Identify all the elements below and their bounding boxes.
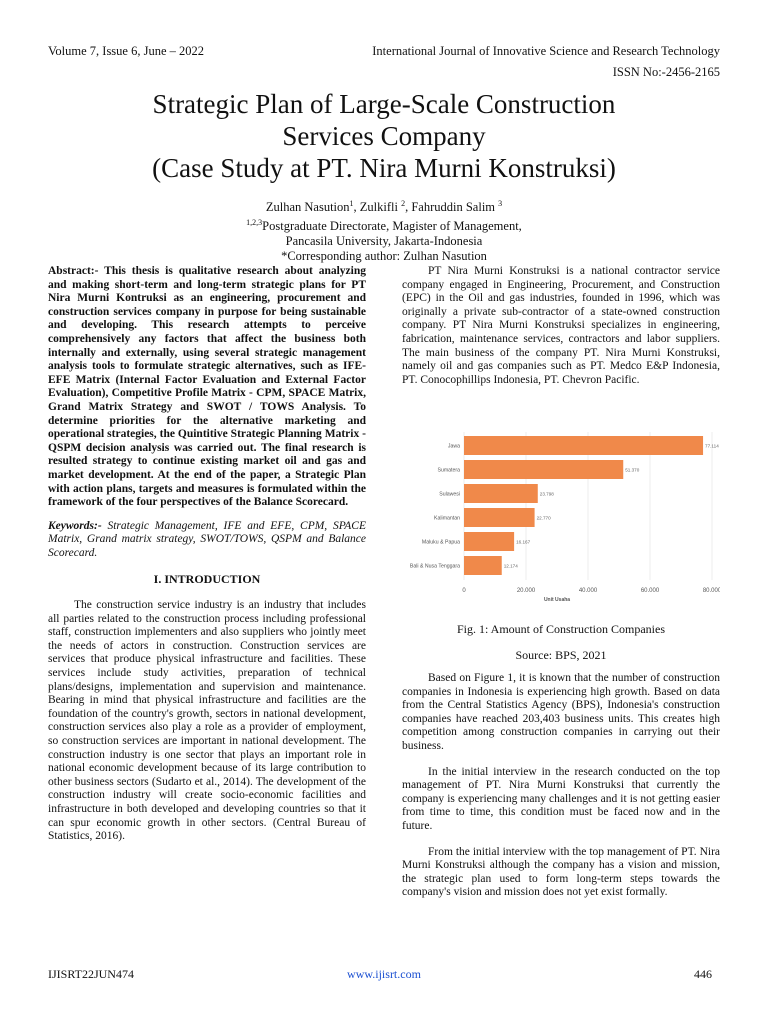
bar-1 xyxy=(464,460,623,479)
footer-code: IJISRT22JUN474 xyxy=(48,967,134,981)
journal-name: International Journal of Innovative Science and Research Technology xyxy=(372,44,720,58)
corresponding-author: *Corresponding author: Zulhan Nasution xyxy=(281,249,487,264)
bar-4 xyxy=(464,532,514,551)
category-label-2: Sulawesi xyxy=(439,491,460,498)
title-line-2: Services Company xyxy=(282,121,486,151)
section-heading-introduction: I. INTRODUCTION xyxy=(153,572,261,587)
right-paragraph-3: In the initial interview in the research conducted on the top management of PT. Nira Murni Konstruksi that currently the company is experiencing many challenges and it is not getting easier from time to time, this condition must be faced now and in the future. xyxy=(402,765,720,832)
category-label-3: Kalimantan xyxy=(434,515,460,522)
abstract xyxy=(48,265,366,510)
author-list: Zulhan Nasution$^1$, Zulkifli $^2$, Fahruddin Salim $^3$ xyxy=(265,199,503,215)
affiliation-2: Pancasila University, Jakarta-Indonesia xyxy=(285,234,483,249)
abstract-text: This thesis is qualitative research about analyzing and making short-term and long-term strategic plans for PT Nira Murni Kontruksi as an engineering, procurement and construction services company in purpose for being sustainable and developing. This research attempts to perceive comprehensively any factors that affect the business both internally and externally, using several strategic management analysis tools to formulate strategic alternatives, such as IFE-EFE Matrix (Internal Factor Evaluation and External Factor Evaluation), Competitive Profile Matrix - CPM, SPACE Matrix, Grand Matrix Strategy and SWOT / TOWS Analysis. To determine priorities for the alternative marketing and operational strategies, the Quintitive Strategic Planning Matrix - QSPM decision analysis was carried out. The final research is resulted strategy to continue existing market oil and gas and market development. At the end of the paper, a Strategic Plan with action plans, targets and measures is formulated within the framework of the four perspectives of the Balance Scorecard. xyxy=(48,265,366,509)
intro-paragraph-1: The construction service industry is an industry that includes all parties related to the construction process including professional staff, construction implementers and also suppliers who jointly meet the needs of actors in construction. Construction services are services that produce physical infrastructure and facilities. These services include study activities, preparation of technical plans/designs, implementation and supervision and maintenance. Bearing in mind that physical infrastructure and facilities are the foundation of the country's growth, sectors in national development, construction services also play a role as a provider of employment, so construction services are important in national development. The construction industry is one sector that plays an important role in national economic development because of its large contribution to other business sectors (Sudarto et al., 2014). The development of the construction industry will create socio-economic facilities and infrastructure in both developed and developing countries so that it can spur economic growth in other sectors. (Central Bureau of Statistics, 2016). xyxy=(48,599,366,843)
keywords-label: Keywords:- xyxy=(48,519,102,532)
affiliation-1 xyxy=(48,215,720,234)
value-label-3: 22.770 xyxy=(536,515,551,521)
bar-3 xyxy=(464,508,535,527)
figure-caption: Fig. 1: Amount of Construction Companies xyxy=(456,622,665,636)
footer-page-number: 446 xyxy=(694,967,712,981)
abstract-label: Abstract:- xyxy=(48,265,99,277)
value-label-0: 77.114 xyxy=(705,443,719,449)
authors-block xyxy=(48,196,720,264)
footer-url[interactable]: www.ijisrt.com xyxy=(347,967,421,981)
title-line-1: Strategic Plan of Large-Scale Construction xyxy=(152,89,616,119)
affiliation-1-text: Postgraduate Directorate, Magister of Management, xyxy=(262,219,522,234)
bar-5 xyxy=(464,556,502,575)
tick-label-2: 40.000 xyxy=(578,588,598,594)
bar-2 xyxy=(464,484,538,503)
tick-label-0: 0 xyxy=(462,588,466,594)
author-1: Zulhan Nasution xyxy=(265,200,350,215)
author-3: Fahruddin Salim xyxy=(411,200,499,215)
author-2-sup: 2 xyxy=(401,199,406,208)
figure-source: Source: BPS, 2021 xyxy=(515,648,607,662)
x-axis-label: Unit Usaha xyxy=(543,597,571,603)
tick-label-4: 80.000 xyxy=(702,588,720,594)
value-label-5: 12.174 xyxy=(503,563,518,569)
keywords xyxy=(48,520,366,561)
bar-0 xyxy=(464,436,703,455)
bar-chart-svg xyxy=(402,426,720,616)
left-column xyxy=(48,265,366,844)
issn: ISSN No:-2456-2165 xyxy=(612,65,720,79)
category-label-5: Bali & Nusa Tenggara xyxy=(409,563,460,570)
title-line-3: (Case Study at PT. Nira Murni Konstruksi) xyxy=(152,153,616,183)
right-column-body xyxy=(402,672,720,900)
figure-1-chart xyxy=(402,426,720,616)
category-label-1: Sumatera xyxy=(437,467,460,474)
journal-volume: Volume 7, Issue 6, June – 2022 xyxy=(48,44,205,58)
tick-label-3: 60.000 xyxy=(640,588,660,594)
right-paragraph-4: From the initial interview with the top management of PT. Nira Murni Konstruksi although the company has a vision and mission, the strategic plan used to form long-term steps towards the company's vision and mission does not yet exist formally. xyxy=(402,845,720,899)
affiliation-sup: 1,2,3 xyxy=(246,218,263,228)
company-paragraph: PT Nira Murni Konstruksi is a national contractor service company engaged in Engineering, Procurement, and Construction (EPC) in the Oil and gas industries, founded in 1996, which was originally a private sub-contractor of a state-owned construction company. PT Nira Murni Konstruksi specializes in engineering, fabrication, maintenance services, contractors and labor suppliers. The main business of the company PT. Nira Murni Konstruksi, namely oil and gas companies such as PT. Medco E&P Indonesia, PT. Conocophillips Indonesia, PT. Chevron Pacific. xyxy=(402,265,720,386)
value-label-4: 16.167 xyxy=(516,539,531,545)
paper-title xyxy=(48,88,720,184)
category-label-0: Jawa xyxy=(447,443,460,450)
value-label-1: 51.370 xyxy=(625,467,640,473)
author-3-sup: 3 xyxy=(498,199,503,208)
author-1-sup: 1 xyxy=(349,199,354,208)
author-2: Zulkifli xyxy=(359,200,402,215)
right-column xyxy=(402,265,720,387)
keywords-text: Strategic Management, IFE and EFE, CPM, SPACE Matrix, Grand matrix strategy, SWOT/TOWS, QSPM and Balance Scorecard. xyxy=(48,519,366,559)
value-label-2: 23.798 xyxy=(539,491,554,497)
right-paragraph-2: Based on Figure 1, it is known that the number of construction companies in Indonesia is experiencing high growth. Based on data from the Central Statistics Agency (BPS), Indonesia's construction companies have reached 203,403 business units. This creates high competition among construction companies in carrying out their business. xyxy=(402,672,720,752)
category-label-4: Maluku & Papua xyxy=(421,539,460,546)
tick-label-1: 20.000 xyxy=(516,588,536,594)
